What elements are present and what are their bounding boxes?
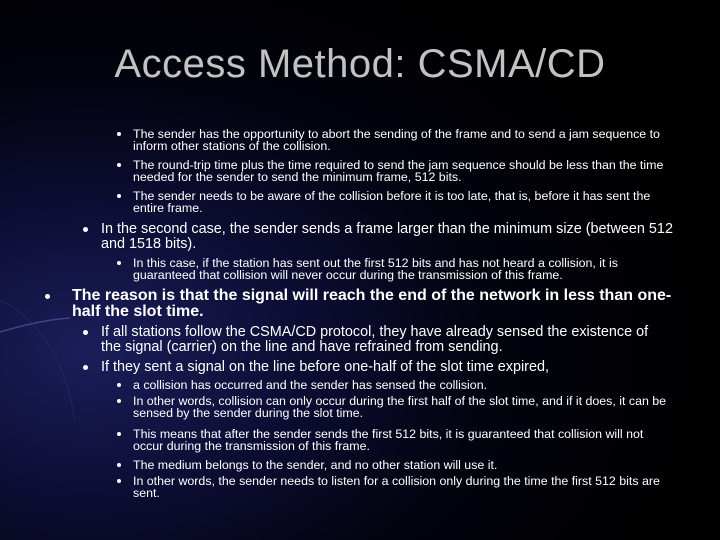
bullet-icon (117, 383, 121, 387)
item-text: This means that after the sender sends the first 512 bits, it is guaranteed that collision will not occur during the transmission of this frame. (133, 427, 644, 454)
list-item (117, 190, 677, 215)
item-text: The sender has the opportunity to abort the sending of the frame and to send a jam sequence to inform other stations of the collision. (133, 127, 660, 154)
item-text: In this case, if the station has sent out the first 512 bits and has not heard a collision, it is guaranteed that collision will never occur during the transmission of this frame. (133, 256, 618, 283)
bullet-icon (117, 132, 121, 136)
bullet-icon (117, 432, 121, 436)
item-text: In other words, the sender needs to listen for a collision only during the time the first 512 bits are sent. (133, 474, 660, 501)
bullet-icon (117, 479, 121, 483)
list-item (117, 395, 677, 420)
item-text: The round-trip time plus the time required to send the jam sequence should be less than the time needed for the sender to send the minimum frame, 512 bits. (133, 158, 664, 185)
bullet-icon (117, 399, 121, 403)
bullet-icon (117, 261, 121, 265)
item-text: a collision has occurred and the sender has sensed the collision. (133, 378, 488, 392)
item-text: In other words, collision can only occur during the first half of the slot time, and if it does, it can be sensed by the sender during the slot time. (133, 394, 667, 421)
bullet-icon (117, 163, 121, 167)
list-item (45, 288, 675, 320)
item-text: The reason is that the signal will reach the end of the network in less than one-half the slot time. (72, 287, 672, 320)
list-item (117, 257, 677, 282)
list-item (117, 475, 677, 500)
list-item (83, 360, 663, 375)
list-item (117, 159, 677, 184)
item-text: If all stations follow the CSMA/CD protocol, they have already sensed the existence of the signal (carrier) on the line and have refrained from sending. (101, 324, 649, 355)
list-item (117, 459, 677, 471)
bullet-icon (117, 194, 121, 198)
item-text: In the second case, the sender sends a frame larger than the minimum size (between 512 and 1518 bits). (101, 221, 673, 252)
list-item (117, 428, 677, 453)
item-text: The medium belongs to the sender, and no other station will use it. (133, 458, 498, 472)
slide-title: Access Method: CSMA/CD (114, 42, 606, 86)
item-text: If they sent a signal on the line before one-half of the slot time expired, (101, 359, 549, 375)
bullet-icon (83, 330, 88, 335)
list-item (83, 222, 673, 252)
item-text: The sender needs to be aware of the collision before it is too late, that is, before it has sent the entire frame. (133, 189, 651, 216)
bullet-icon (83, 365, 88, 370)
list-item (83, 325, 663, 355)
list-item (117, 128, 677, 153)
list-item (117, 379, 677, 391)
bullet-icon (83, 227, 88, 232)
bullet-icon (117, 463, 121, 467)
bullet-icon (45, 294, 50, 299)
